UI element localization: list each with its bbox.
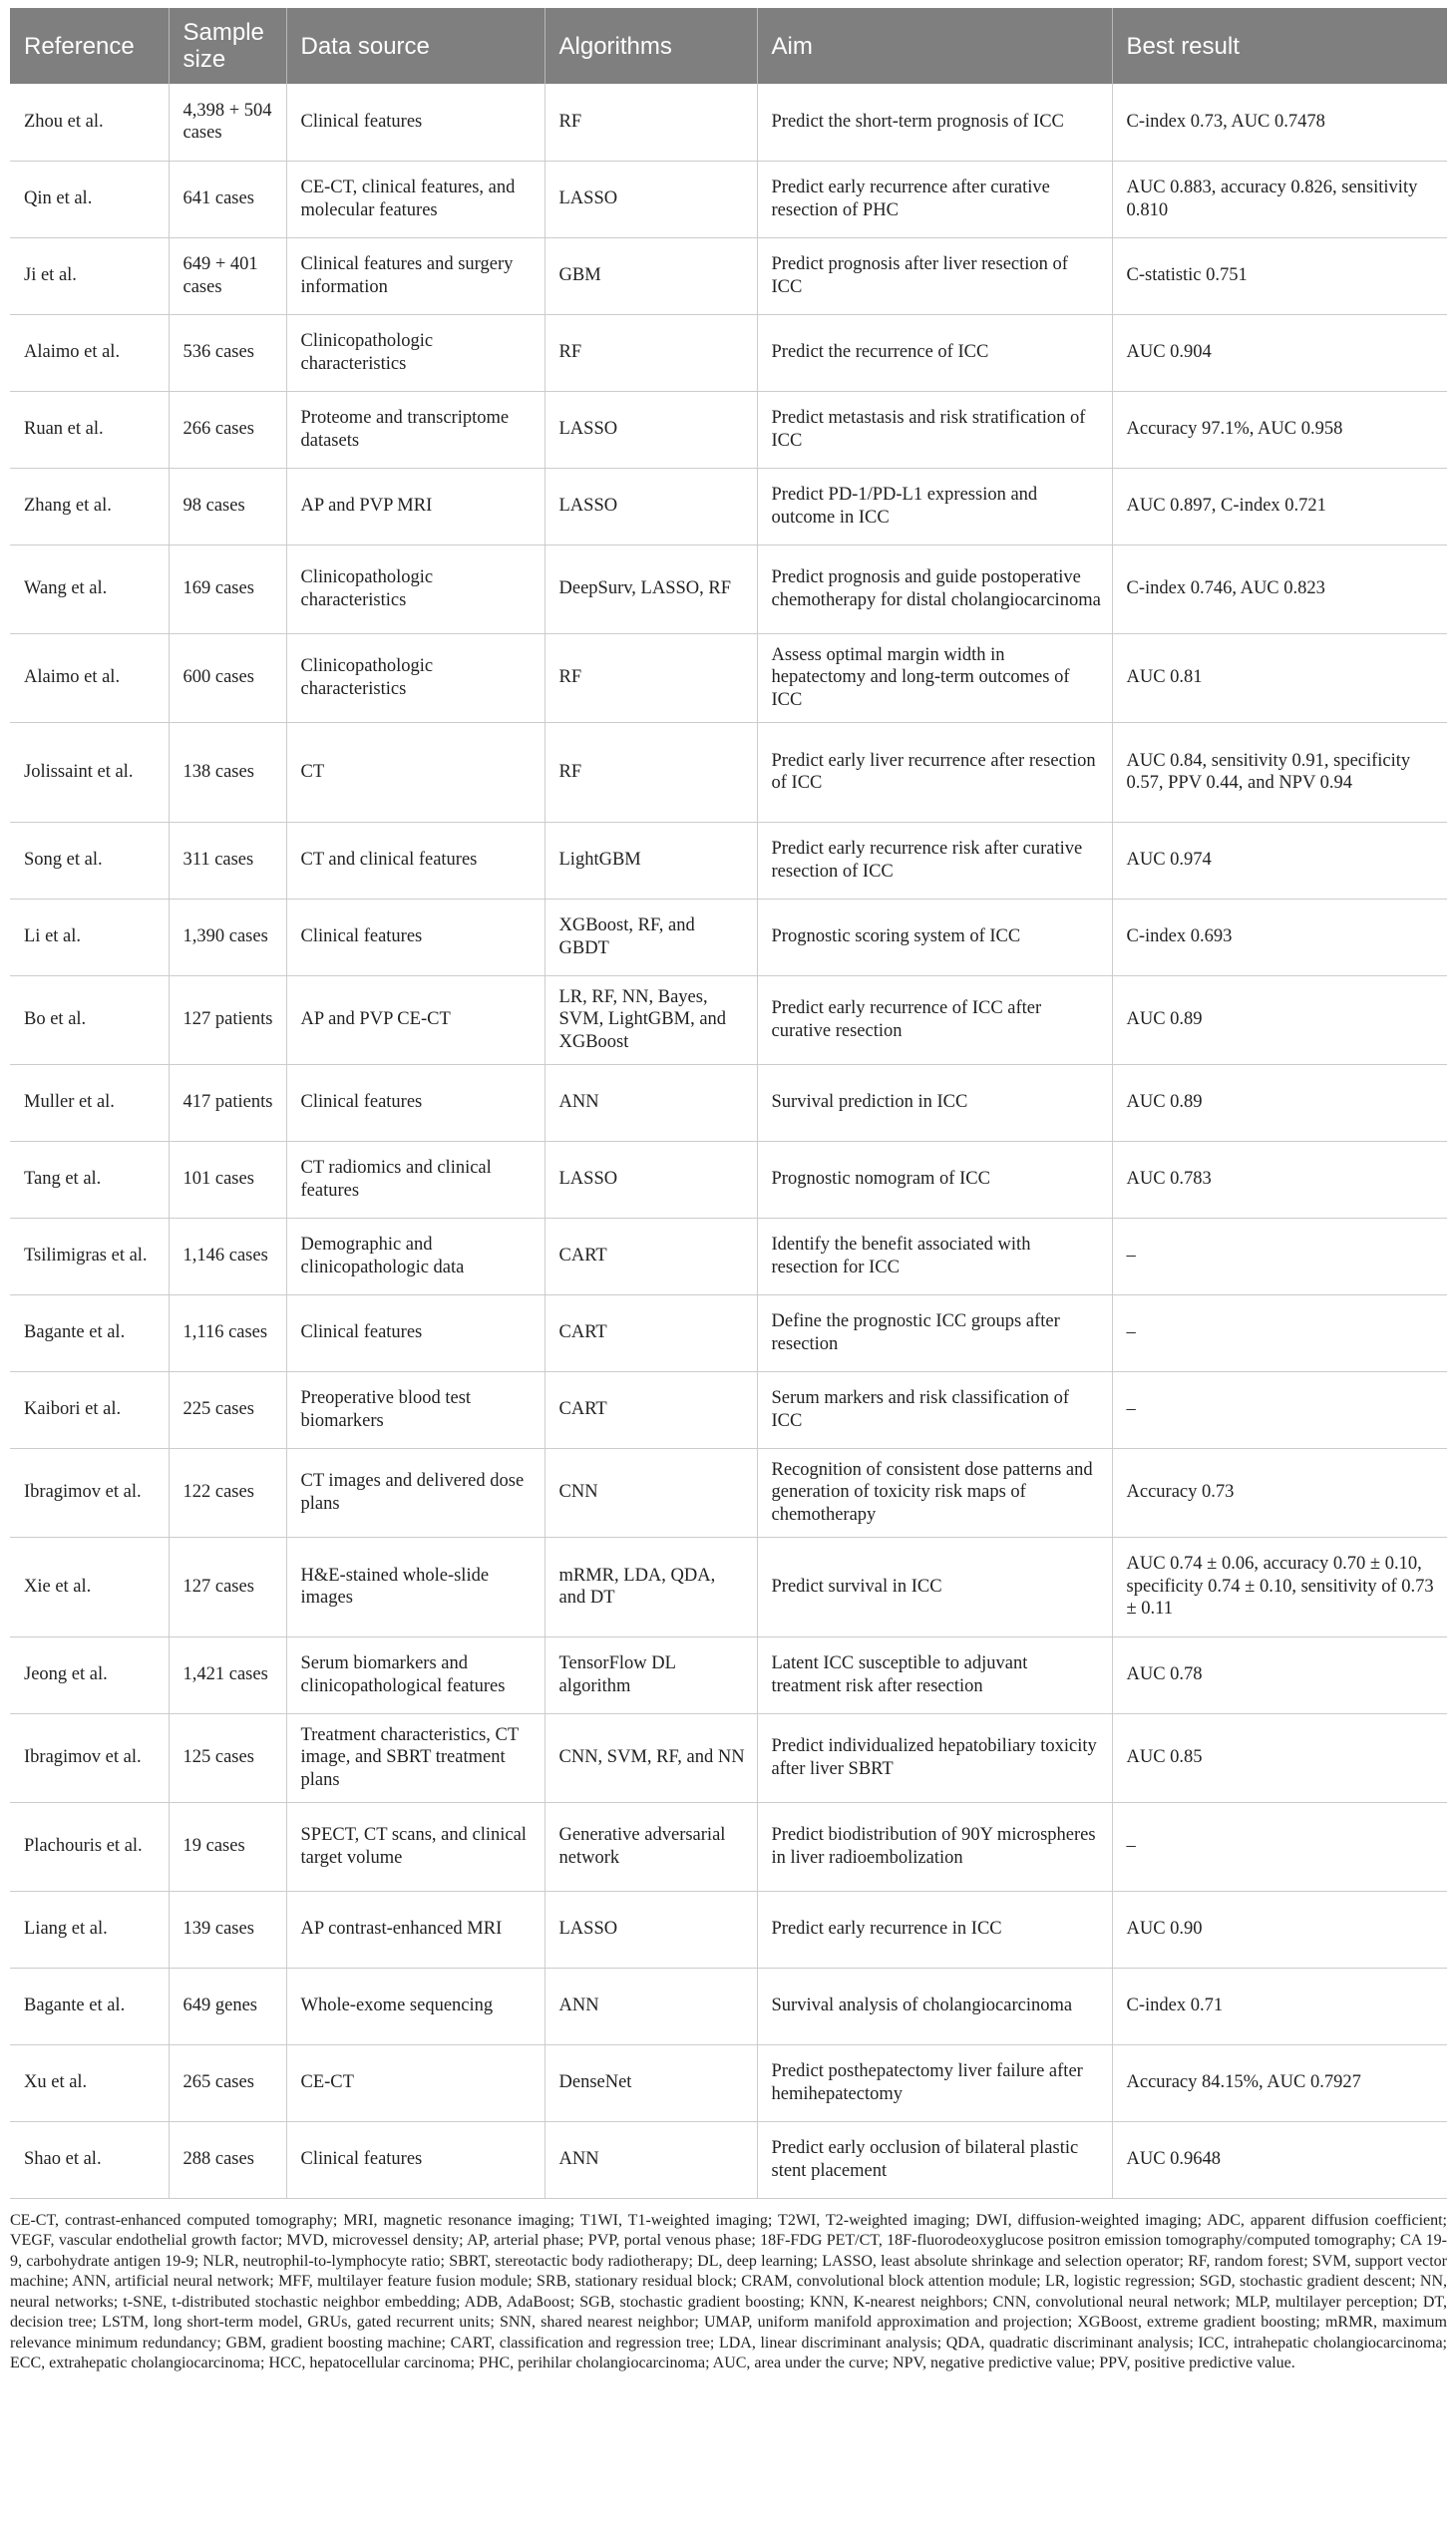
cell-data-source: CT — [286, 722, 545, 822]
header-best-result: Best result — [1112, 8, 1447, 84]
cell-data-source: Clinical features — [286, 84, 545, 161]
cell-aim: Predict biodistribution of 90Y microspheres in liver radioembolization — [757, 1802, 1112, 1891]
cell-best-result: AUC 0.9648 — [1112, 2121, 1447, 2198]
table-header — [10, 8, 1447, 84]
document — [10, 8, 1447, 2374]
cell-algorithms: ANN — [545, 2121, 757, 2198]
cell-aim: Assess optimal margin width in hepatectomy and long-term outcomes of ICC — [757, 633, 1112, 722]
cell-aim: Predict the recurrence of ICC — [757, 314, 1112, 391]
cell-reference: Jolissaint et al. — [10, 722, 169, 822]
cell-best-result: AUC 0.84, sensitivity 0.91, specificity 0.57, PPV 0.44, and NPV 0.94 — [1112, 722, 1447, 822]
cell-data-source: AP and PVP MRI — [286, 468, 545, 544]
cell-reference: Ibragimov et al. — [10, 1448, 169, 1537]
cell-data-source: Clinicopathologic characteristics — [286, 544, 545, 633]
cell-sample-size: 649 genes — [169, 1968, 286, 2044]
cell-sample-size: 641 cases — [169, 161, 286, 237]
cell-algorithms: TensorFlow DL algorithm — [545, 1636, 757, 1713]
table-row — [10, 2044, 1447, 2121]
cell-algorithms: CART — [545, 1294, 757, 1371]
table-row — [10, 1636, 1447, 1713]
cell-best-result: Accuracy 0.73 — [1112, 1448, 1447, 1537]
table-body — [10, 84, 1447, 2198]
cell-reference: Song et al. — [10, 822, 169, 899]
cell-best-result: AUC 0.85 — [1112, 1713, 1447, 1802]
cell-sample-size: 311 cases — [169, 822, 286, 899]
cell-data-source: CT radiomics and clinical features — [286, 1141, 545, 1218]
cell-sample-size: 649 + 401 cases — [169, 237, 286, 314]
cell-sample-size: 1,421 cases — [169, 1636, 286, 1713]
cell-best-result: C-index 0.71 — [1112, 1968, 1447, 2044]
cell-sample-size: 417 patients — [169, 1064, 286, 1141]
cell-reference: Zhou et al. — [10, 84, 169, 161]
cell-algorithms: RF — [545, 633, 757, 722]
cell-sample-size: 98 cases — [169, 468, 286, 544]
table-row — [10, 237, 1447, 314]
cell-sample-size: 4,398 + 504 cases — [169, 84, 286, 161]
cell-reference: Qin et al. — [10, 161, 169, 237]
cell-algorithms: ANN — [545, 1064, 757, 1141]
cell-data-source: H&E-stained whole-slide images — [286, 1537, 545, 1636]
cell-aim: Predict early liver recurrence after resection of ICC — [757, 722, 1112, 822]
cell-best-result: – — [1112, 1218, 1447, 1294]
cell-data-source: CE-CT, clinical features, and molecular features — [286, 161, 545, 237]
cell-aim: Predict early recurrence risk after curative resection of ICC — [757, 822, 1112, 899]
cell-best-result: – — [1112, 1802, 1447, 1891]
cell-algorithms: LightGBM — [545, 822, 757, 899]
cell-algorithms: LASSO — [545, 1141, 757, 1218]
cell-aim: Predict PD-1/PD-L1 expression and outcome in ICC — [757, 468, 1112, 544]
table-row — [10, 1713, 1447, 1802]
cell-reference: Ruan et al. — [10, 391, 169, 468]
cell-reference: Ji et al. — [10, 237, 169, 314]
header-aim: Aim — [757, 8, 1112, 84]
cell-algorithms: mRMR, LDA, QDA, and DT — [545, 1537, 757, 1636]
cell-algorithms: DeepSurv, LASSO, RF — [545, 544, 757, 633]
cell-algorithms: XGBoost, RF, and GBDT — [545, 899, 757, 975]
cell-aim: Define the prognostic ICC groups after resection — [757, 1294, 1112, 1371]
cell-sample-size: 225 cases — [169, 1371, 286, 1448]
cell-algorithms: CNN — [545, 1448, 757, 1537]
table-row — [10, 1294, 1447, 1371]
cell-aim: Prognostic scoring system of ICC — [757, 899, 1112, 975]
table-row — [10, 633, 1447, 722]
cell-aim: Predict individualized hepatobiliary toxicity after liver SBRT — [757, 1713, 1112, 1802]
cell-sample-size: 288 cases — [169, 2121, 286, 2198]
cell-algorithms: LASSO — [545, 161, 757, 237]
cell-data-source: Whole-exome sequencing — [286, 1968, 545, 2044]
cell-best-result: AUC 0.883, accuracy 0.826, sensitivity 0.810 — [1112, 161, 1447, 237]
cell-algorithms: ANN — [545, 1968, 757, 2044]
cell-data-source: Treatment characteristics, CT image, and SBRT treatment plans — [286, 1713, 545, 1802]
table-row — [10, 468, 1447, 544]
cell-aim: Predict the short-term prognosis of ICC — [757, 84, 1112, 161]
cell-data-source: Clinical features and surgery information — [286, 237, 545, 314]
cell-data-source: Clinical features — [286, 1064, 545, 1141]
cell-sample-size: 1,116 cases — [169, 1294, 286, 1371]
cell-data-source: SPECT, CT scans, and clinical target volume — [286, 1802, 545, 1891]
cell-best-result: AUC 0.74 ± 0.06, accuracy 0.70 ± 0.10, specificity 0.74 ± 0.10, sensitivity of 0.73 ± 0.11 — [1112, 1537, 1447, 1636]
header-sample-size: Sample size — [169, 8, 286, 84]
cell-best-result: AUC 0.89 — [1112, 1064, 1447, 1141]
cell-reference: Kaibori et al. — [10, 1371, 169, 1448]
cell-best-result: C-index 0.73, AUC 0.7478 — [1112, 84, 1447, 161]
cell-data-source: CT and clinical features — [286, 822, 545, 899]
cell-reference: Xu et al. — [10, 2044, 169, 2121]
cell-best-result: AUC 0.89 — [1112, 975, 1447, 1064]
cell-best-result: Accuracy 84.15%, AUC 0.7927 — [1112, 2044, 1447, 2121]
cell-algorithms: LASSO — [545, 1891, 757, 1968]
cell-sample-size: 101 cases — [169, 1141, 286, 1218]
table-row — [10, 1064, 1447, 1141]
table-row — [10, 1891, 1447, 1968]
cell-aim: Survival analysis of cholangiocarcinoma — [757, 1968, 1112, 2044]
cell-algorithms: RF — [545, 722, 757, 822]
cell-best-result: C-index 0.693 — [1112, 899, 1447, 975]
cell-aim: Predict prognosis after liver resection of ICC — [757, 237, 1112, 314]
results-table — [10, 8, 1447, 2199]
table-row — [10, 899, 1447, 975]
cell-best-result: AUC 0.783 — [1112, 1141, 1447, 1218]
cell-data-source: Clinicopathologic characteristics — [286, 633, 545, 722]
cell-aim: Predict early occlusion of bilateral plastic stent placement — [757, 2121, 1112, 2198]
cell-reference: Jeong et al. — [10, 1636, 169, 1713]
cell-aim: Predict posthepatectomy liver failure after hemihepatectomy — [757, 2044, 1112, 2121]
cell-aim: Predict early recurrence after curative resection of PHC — [757, 161, 1112, 237]
table-row — [10, 822, 1447, 899]
cell-sample-size: 127 patients — [169, 975, 286, 1064]
cell-best-result: – — [1112, 1371, 1447, 1448]
cell-data-source: CE-CT — [286, 2044, 545, 2121]
cell-data-source: AP and PVP CE-CT — [286, 975, 545, 1064]
cell-aim: Latent ICC susceptible to adjuvant treatment risk after resection — [757, 1636, 1112, 1713]
table-row — [10, 1537, 1447, 1636]
cell-data-source: Clinicopathologic characteristics — [286, 314, 545, 391]
cell-reference: Zhang et al. — [10, 468, 169, 544]
table-row — [10, 544, 1447, 633]
cell-sample-size: 127 cases — [169, 1537, 286, 1636]
cell-best-result: AUC 0.78 — [1112, 1636, 1447, 1713]
cell-data-source: Demographic and clinicopathologic data — [286, 1218, 545, 1294]
cell-reference: Shao et al. — [10, 2121, 169, 2198]
cell-reference: Tang et al. — [10, 1141, 169, 1218]
cell-sample-size: 265 cases — [169, 2044, 286, 2121]
table-row — [10, 1448, 1447, 1537]
cell-reference: Bo et al. — [10, 975, 169, 1064]
cell-sample-size: 139 cases — [169, 1891, 286, 1968]
cell-reference: Alaimo et al. — [10, 314, 169, 391]
cell-reference: Li et al. — [10, 899, 169, 975]
cell-sample-size: 19 cases — [169, 1802, 286, 1891]
cell-best-result: AUC 0.90 — [1112, 1891, 1447, 1968]
cell-data-source: Clinical features — [286, 899, 545, 975]
header-algorithms: Algorithms — [545, 8, 757, 84]
cell-reference: Ibragimov et al. — [10, 1713, 169, 1802]
cell-algorithms: CART — [545, 1218, 757, 1294]
cell-reference: Wang et al. — [10, 544, 169, 633]
table-row — [10, 722, 1447, 822]
cell-reference: Alaimo et al. — [10, 633, 169, 722]
cell-data-source: Proteome and transcriptome datasets — [286, 391, 545, 468]
cell-sample-size: 1,146 cases — [169, 1218, 286, 1294]
cell-data-source: CT images and delivered dose plans — [286, 1448, 545, 1537]
cell-data-source: AP contrast-enhanced MRI — [286, 1891, 545, 1968]
table-row — [10, 84, 1447, 161]
table-row — [10, 1141, 1447, 1218]
cell-best-result: – — [1112, 1294, 1447, 1371]
table-row — [10, 1802, 1447, 1891]
cell-algorithms: Generative adversarial network — [545, 1802, 757, 1891]
cell-aim: Predict survival in ICC — [757, 1537, 1112, 1636]
header-reference: Reference — [10, 8, 169, 84]
cell-algorithms: LR, RF, NN, Bayes, SVM, LightGBM, and XGBoost — [545, 975, 757, 1064]
cell-algorithms: RF — [545, 84, 757, 161]
cell-aim: Survival prediction in ICC — [757, 1064, 1112, 1141]
cell-data-source: Clinical features — [286, 2121, 545, 2198]
table-row — [10, 161, 1447, 237]
cell-aim: Identify the benefit associated with resection for ICC — [757, 1218, 1112, 1294]
cell-best-result: C-statistic 0.751 — [1112, 237, 1447, 314]
table-footnote: CE-CT, contrast-enhanced computed tomography; MRI, magnetic resonance imaging; T1WI, T1-weighted imaging; T2WI, T2-weighted imaging; DWI, diffusion-weighted imaging; ADC, apparent diffusion coefficient; VEGF, vascular endothelial growth factor; MVD, microvessel density; AP, arterial phase; PVP, portal venous phase; 18F-FDG PET/CT, 18F-fluorodeoxyglucose positron emission tomography/computed tomography; CA 19-9, carbohydrate antigen 19-9; NLR, neutrophil-to-lymphocyte ratio; SBRT, stereotactic body radiotherapy; DL, deep learning; LASSO, least absolute shrinkage and selection operator; RF, random forest; SVM, support vector machine; ANN, artificial neural network; MFF, multilayer feature fusion module; SRB, stationary residual block; CRAM, convolutional block attention module; LR, logistic regression; SGD, stochastic gradient descent; NN, neural networks; t-SNE, t-distributed stochastic neighbor embedding; ADB, AdaBoost; SGB, stochastic gradient boosting; KNN, K-nearest neighbors; CNN, convolutional neural network; MLP, multilayer perception; DT, decision tree; LSTM, long short-term model, GRUs, gated recurrent units; SNN, shared nearest neighbor; UMAP, uniform manifold approximation and projection; XGBoost, extreme gradient boosting; mRMR, maximum relevance minimum redundancy; GBM, gradient boosting machine; CART, classification and regression tree; LDA, linear discriminant analysis; QDA, quadratic discriminant analysis; ICC, intrahepatic cholangiocarcinoma; ECC, extrahepatic cholangiocarcinoma; HCC, hepatocellular carcinoma; PHC, perihilar cholangiocarcinoma; AUC, area under the curve; NPV, negative predictive value; PPV, positive predictive value. — [10, 2211, 1447, 2371]
table-row — [10, 975, 1447, 1064]
cell-reference: Plachouris et al. — [10, 1802, 169, 1891]
cell-data-source: Serum biomarkers and clinicopathological features — [286, 1636, 545, 1713]
table-row — [10, 314, 1447, 391]
cell-sample-size: 1,390 cases — [169, 899, 286, 975]
cell-data-source: Preoperative blood test biomarkers — [286, 1371, 545, 1448]
cell-algorithms: DenseNet — [545, 2044, 757, 2121]
cell-algorithms: CART — [545, 1371, 757, 1448]
cell-aim: Serum markers and risk classification of ICC — [757, 1371, 1112, 1448]
cell-best-result: C-index 0.746, AUC 0.823 — [1112, 544, 1447, 633]
cell-sample-size: 169 cases — [169, 544, 286, 633]
cell-reference: Bagante et al. — [10, 1294, 169, 1371]
cell-sample-size: 536 cases — [169, 314, 286, 391]
cell-aim: Predict metastasis and risk stratification of ICC — [757, 391, 1112, 468]
header-row — [10, 8, 1447, 84]
table-row — [10, 1371, 1447, 1448]
table-row — [10, 391, 1447, 468]
cell-sample-size: 122 cases — [169, 1448, 286, 1537]
cell-reference: Muller et al. — [10, 1064, 169, 1141]
cell-best-result: AUC 0.974 — [1112, 822, 1447, 899]
table-row — [10, 1968, 1447, 2044]
cell-best-result: AUC 0.904 — [1112, 314, 1447, 391]
cell-aim: Predict prognosis and guide postoperative chemotherapy for distal cholangiocarcinoma — [757, 544, 1112, 633]
cell-algorithms: LASSO — [545, 468, 757, 544]
cell-best-result: AUC 0.81 — [1112, 633, 1447, 722]
table-row — [10, 1218, 1447, 1294]
cell-sample-size: 125 cases — [169, 1713, 286, 1802]
cell-algorithms: LASSO — [545, 391, 757, 468]
cell-sample-size: 266 cases — [169, 391, 286, 468]
cell-reference: Tsilimigras et al. — [10, 1218, 169, 1294]
cell-algorithms: RF — [545, 314, 757, 391]
cell-reference: Bagante et al. — [10, 1968, 169, 2044]
cell-reference: Liang et al. — [10, 1891, 169, 1968]
cell-aim: Prognostic nomogram of ICC — [757, 1141, 1112, 1218]
cell-sample-size: 138 cases — [169, 722, 286, 822]
cell-best-result: Accuracy 97.1%, AUC 0.958 — [1112, 391, 1447, 468]
cell-sample-size: 600 cases — [169, 633, 286, 722]
header-data-source: Data source — [286, 8, 545, 84]
cell-reference: Xie et al. — [10, 1537, 169, 1636]
table-row — [10, 2121, 1447, 2198]
cell-aim: Predict early recurrence of ICC after curative resection — [757, 975, 1112, 1064]
cell-algorithms: CNN, SVM, RF, and NN — [545, 1713, 757, 1802]
cell-algorithms: GBM — [545, 237, 757, 314]
cell-aim: Recognition of consistent dose patterns and generation of toxicity risk maps of chemotherapy — [757, 1448, 1112, 1537]
cell-aim: Predict early recurrence in ICC — [757, 1891, 1112, 1968]
cell-data-source: Clinical features — [286, 1294, 545, 1371]
cell-best-result: AUC 0.897, C-index 0.721 — [1112, 468, 1447, 544]
